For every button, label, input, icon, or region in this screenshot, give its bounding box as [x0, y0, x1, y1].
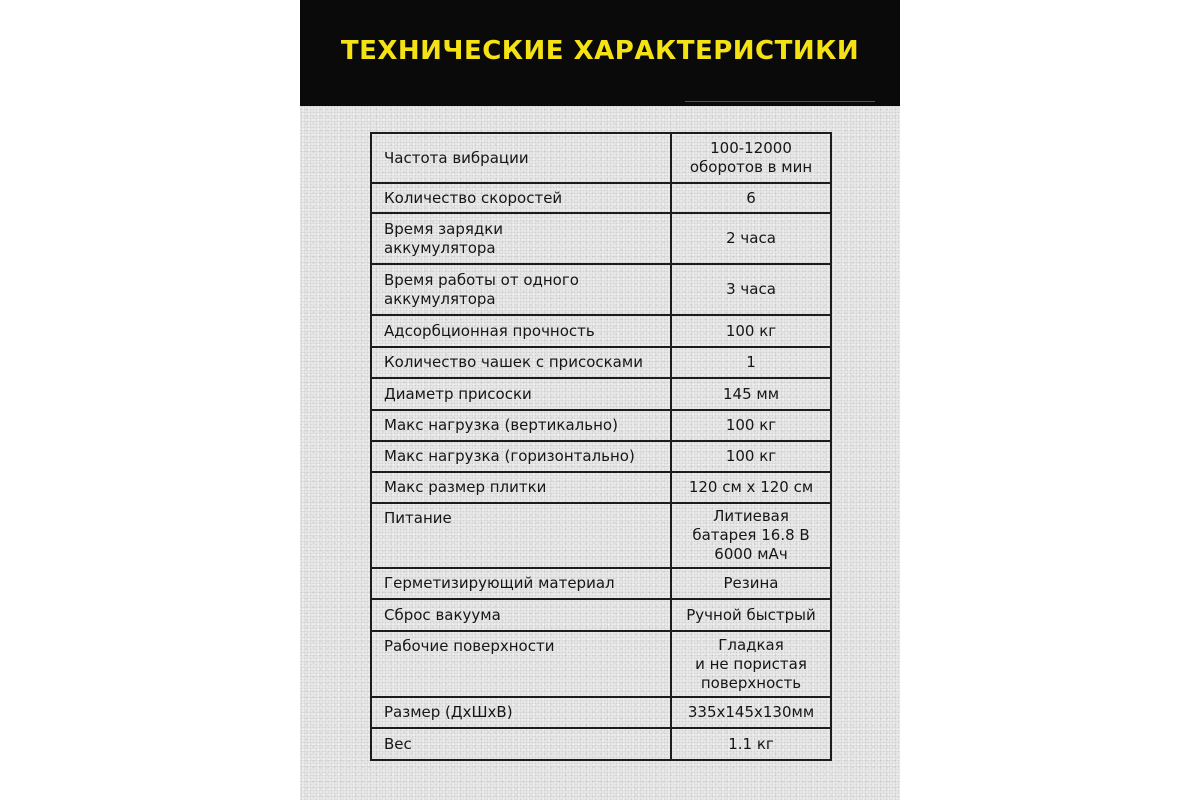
- spec-param: Макс нагрузка (горизонтально): [371, 441, 671, 472]
- spec-value: Ручной быстрый: [671, 599, 831, 631]
- table-row: [371, 378, 831, 410]
- spec-value: 100 кг: [671, 441, 831, 472]
- table-row: [371, 347, 831, 378]
- table-row: [371, 264, 831, 315]
- spec-param: Сброс вакуума: [371, 599, 671, 631]
- table-row: [371, 410, 831, 441]
- spec-param: Питание: [371, 503, 671, 568]
- table-row: [371, 213, 831, 264]
- spec-value: Резина: [671, 568, 831, 599]
- spec-value: Литиевая батарея 16.8 В 6000 мАч: [671, 503, 831, 568]
- spec-table: [370, 132, 832, 761]
- table-row: [371, 728, 831, 760]
- spec-param: Герметизирующий материал: [371, 568, 671, 599]
- spec-value: 6: [671, 183, 831, 213]
- table-row: [371, 183, 831, 213]
- spec-param: Диаметр присоски: [371, 378, 671, 410]
- spec-value: 100 кг: [671, 410, 831, 441]
- spec-param: Макс размер плитки: [371, 472, 671, 503]
- table-row: [371, 472, 831, 503]
- spec-param: Вес: [371, 728, 671, 760]
- table-row: [371, 631, 831, 697]
- spec-card: [300, 0, 900, 800]
- spec-param: Количество чашек с присосками: [371, 347, 671, 378]
- spec-param: Рабочие поверхности: [371, 631, 671, 697]
- spec-value: 1: [671, 347, 831, 378]
- spec-value: 335х145х130мм: [671, 697, 831, 728]
- table-row: [371, 503, 831, 568]
- table-row: [371, 133, 831, 183]
- spec-param: Макс нагрузка (вертикально): [371, 410, 671, 441]
- page-title: ТЕХНИЧЕСКИЕ ХАРАКТЕРИСТИКИ: [340, 36, 860, 66]
- spec-param: Количество скоростей: [371, 183, 671, 213]
- spec-param: Время зарядки аккумулятора: [371, 213, 671, 264]
- spec-value: 2 часа: [671, 213, 831, 264]
- spec-value: 100 кг: [671, 315, 831, 347]
- spec-value: 145 мм: [671, 378, 831, 410]
- spec-value: 1.1 кг: [671, 728, 831, 760]
- spec-param: Размер (ДхШхВ): [371, 697, 671, 728]
- table-row: [371, 697, 831, 728]
- banner-divider: [685, 101, 875, 102]
- spec-param: Время работы от одного аккумулятора: [371, 264, 671, 315]
- spec-value: 100-12000 оборотов в мин: [671, 133, 831, 183]
- spec-value: 3 часа: [671, 264, 831, 315]
- spec-param: Частота вибрации: [371, 133, 671, 183]
- spec-value: 120 см х 120 см: [671, 472, 831, 503]
- table-row: [371, 441, 831, 472]
- spec-value: Гладкая и не пористая поверхность: [671, 631, 831, 697]
- header-banner: [300, 0, 900, 106]
- table-row: [371, 599, 831, 631]
- table-row: [371, 568, 831, 599]
- spec-param: Адсорбционная прочность: [371, 315, 671, 347]
- table-row: [371, 315, 831, 347]
